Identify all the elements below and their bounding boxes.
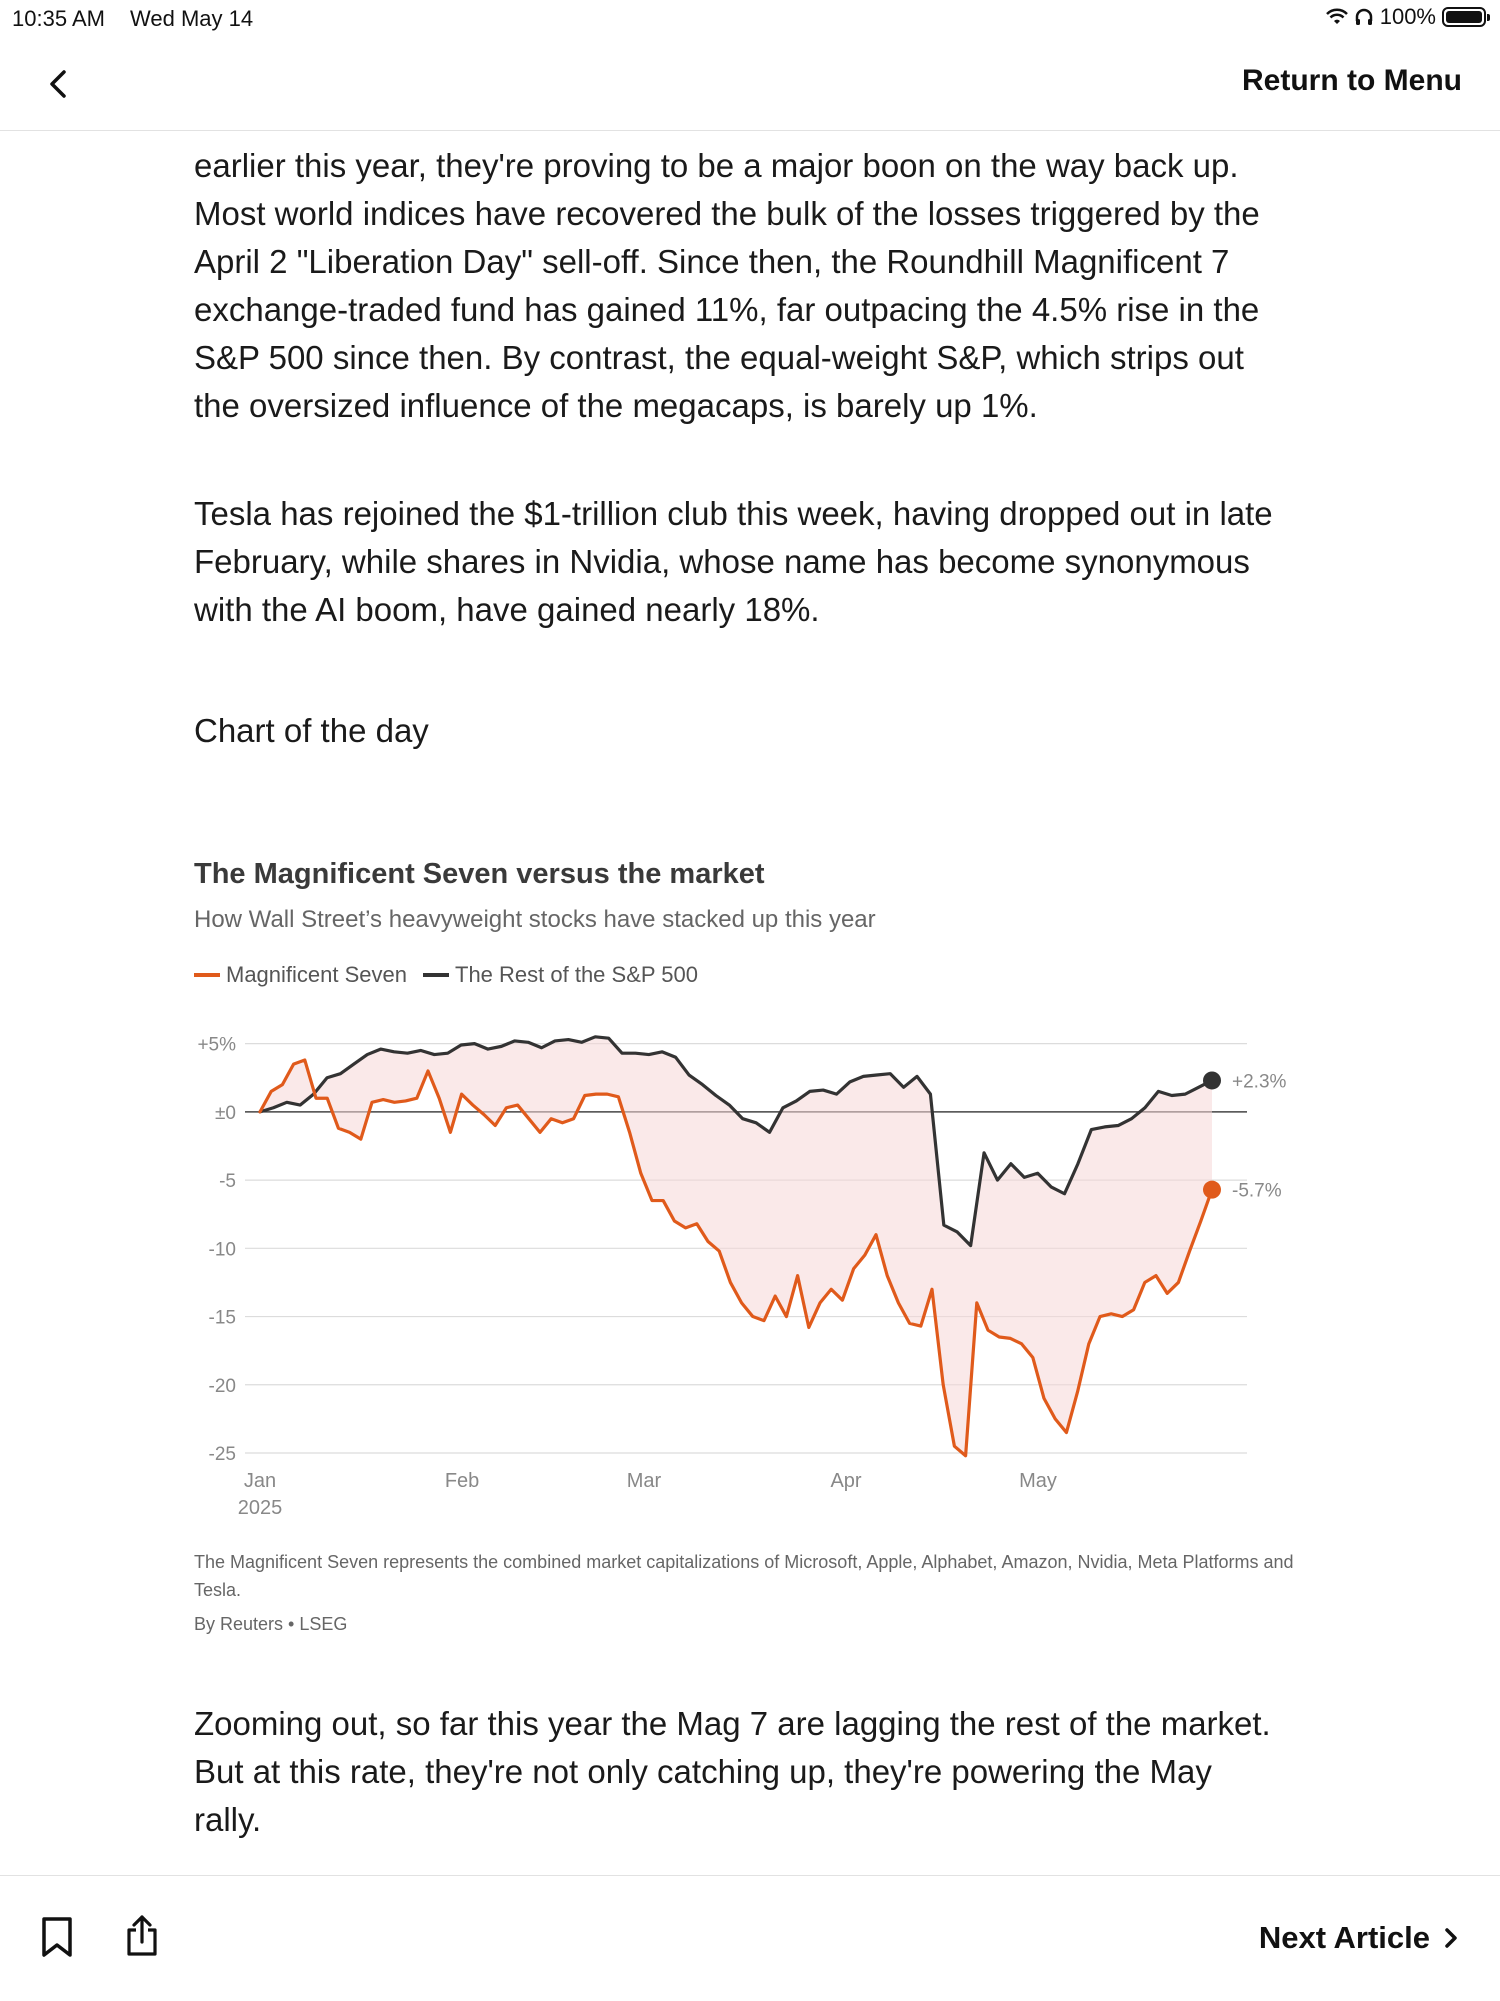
next-article-label: Next Article [1258, 1920, 1430, 1955]
battery-percent: 100% [1379, 4, 1436, 29]
chevron-right-icon [1442, 1926, 1460, 1950]
chevron-left-icon [40, 64, 80, 104]
x-tick-label: Apr [830, 1470, 862, 1492]
paragraph-line: April 2 "Liberation Day" sell-off. Since then, the Roundhill Magnificent 7 [194, 243, 1230, 280]
paragraph-line: the oversized influence of the megacaps, is barely up 1%. [194, 387, 1038, 424]
nav-bar [0, 40, 1500, 131]
y-tick-label: -10 [208, 1239, 236, 1261]
paragraph-line: But at this rate, they're not only catching up, they're powering the May [194, 1753, 1212, 1790]
back-button[interactable] [40, 64, 80, 104]
paragraph-line: exchange-traded fund has gained 11%, far outpacing the 4.5% rise in the [194, 291, 1260, 328]
y-tick-label: ±0 [215, 1102, 236, 1124]
gap-area [260, 1037, 1212, 1456]
x-tick-label: Feb [444, 1470, 480, 1492]
chart-title: The Magnificent Seven versus the market [194, 858, 765, 890]
section-title: Chart of the day [194, 712, 429, 749]
share-icon[interactable] [124, 1914, 160, 1958]
x-tick-label: Jan [243, 1470, 277, 1492]
end-point-mag7 [1203, 1181, 1221, 1199]
end-label-rest: +2.3% [1232, 1071, 1287, 1093]
bottom-toolbar [0, 1875, 1500, 2001]
x-tick-label: May [1019, 1470, 1057, 1492]
paragraph-line: Zooming out, so far this year the Mag 7 are lagging the rest of the market. [194, 1705, 1271, 1742]
chart-note: The Magnificent Seven represents the combined market capitalizations of Microsoft, Apple, Alphabet, Amazon, Nvidia, Meta Platforms and Tesla. [194, 1552, 1294, 1600]
paragraph-line: earlier this year, they're proving to be a major boon on the way back up. [194, 147, 1239, 184]
paragraph-line: Most world indices have recovered the bulk of the losses triggered by the [194, 195, 1260, 232]
end-label-mag7: -5.7% [1232, 1180, 1282, 1202]
paragraph-line: with the AI boom, have gained nearly 18%. [194, 591, 820, 628]
paragraph-line: rally. [194, 1801, 262, 1838]
paragraph-line: S&P 500 since then. By contrast, the equal-weight S&P, which strips out [194, 339, 1244, 376]
paragraph-line: Tesla has rejoined the $1-trillion club this week, having dropped out in late [194, 495, 1273, 532]
y-tick-label: +5% [197, 1034, 236, 1056]
x-tick-label: Mar [626, 1470, 662, 1492]
x-tick-sublabel: 2025 [237, 1497, 283, 1519]
return-to-menu-link[interactable]: Return to Menu [1242, 64, 1462, 97]
status-date: Wed May 14 [130, 6, 254, 31]
paragraph-line: February, while shares in Nvidia, whose name has become synonymous [194, 543, 1250, 580]
y-tick-label: -25 [208, 1444, 236, 1465]
y-tick-label: -5 [219, 1171, 236, 1193]
chart-subtitle: How Wall Street’s heavyweight stocks have stacked up this year [194, 906, 876, 933]
end-point-rest [1203, 1071, 1221, 1089]
y-tick-label: -20 [208, 1375, 236, 1397]
legend-label-rest: The Rest of the S&P 500 [455, 962, 698, 987]
next-article-link[interactable] [1259, 1920, 1460, 1956]
chart-source: By Reuters • LSEG [194, 1614, 348, 1634]
y-tick-label: -15 [208, 1307, 236, 1329]
legend-label-mag7: Magnificent Seven [226, 962, 407, 987]
bookmark-icon[interactable] [40, 1916, 74, 1958]
status-time: 10:35 AM [12, 6, 105, 31]
